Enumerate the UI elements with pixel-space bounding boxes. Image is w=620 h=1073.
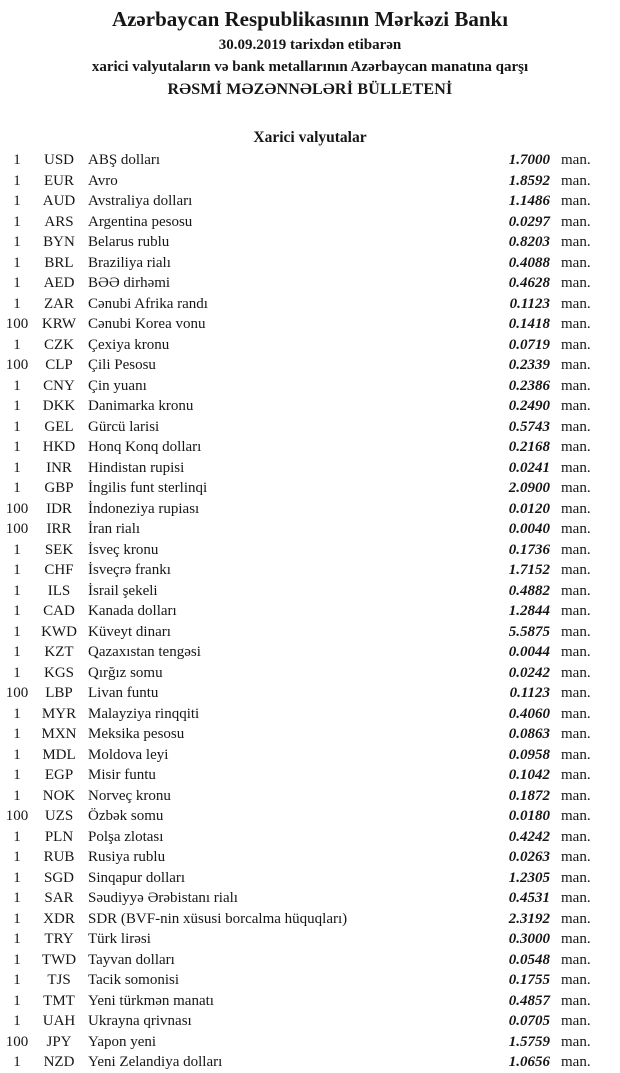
currency-rate: 1.7000 xyxy=(508,152,550,168)
currency-row xyxy=(0,171,620,192)
currency-unit: man. xyxy=(561,152,591,168)
currency-unit: man. xyxy=(561,480,591,496)
currency-rate: 0.4857 xyxy=(508,992,550,1009)
currency-quantity: 1 xyxy=(13,869,21,886)
currency-name: Çin yuanı xyxy=(88,377,147,394)
currency-rate: 1.2844 xyxy=(508,603,550,619)
currency-rate: 0.3000 xyxy=(508,931,550,947)
currency-name: Gürcü larisi xyxy=(88,418,160,435)
currency-table xyxy=(0,150,620,1073)
currency-code: UZS xyxy=(44,808,74,824)
bulletin-title: RƏSMİ MƏZƏNNƏLƏRİ BÜLLETENİ xyxy=(167,81,453,98)
currency-unit: man. xyxy=(561,500,591,517)
currency-unit: man. xyxy=(561,890,591,906)
currency-code: TRY xyxy=(44,931,74,947)
currency-code: TMT xyxy=(43,992,75,1009)
currency-code: TJS xyxy=(47,972,71,988)
currency-quantity: 1 xyxy=(13,890,21,906)
currency-code: EGP xyxy=(44,767,74,783)
currency-row xyxy=(0,704,620,725)
currency-rate: 0.5743 xyxy=(508,418,550,435)
currency-unit: man. xyxy=(561,644,591,660)
currency-quantity: 1 xyxy=(13,849,21,865)
currency-code: AUD xyxy=(42,193,76,209)
currency-rate: 1.2305 xyxy=(508,869,550,886)
currency-name: Səudiyyə Ərəbistanı rialı xyxy=(88,890,238,906)
currency-code: PLN xyxy=(44,828,74,845)
currency-name: Çili Pesosu xyxy=(88,357,156,373)
currency-row xyxy=(0,335,620,356)
currency-row xyxy=(0,806,620,827)
currency-code: LBP xyxy=(45,685,73,701)
currency-rate: 0.0863 xyxy=(508,726,550,742)
currency-row xyxy=(0,478,620,499)
currency-code: NZD xyxy=(43,1054,75,1070)
currency-unit: man. xyxy=(561,808,591,824)
currency-rate: 2.3192 xyxy=(508,910,550,927)
currency-row xyxy=(0,1052,620,1073)
currency-row xyxy=(0,253,620,274)
currency-quantity: 1 xyxy=(13,213,21,230)
currency-name: SDR (BVF-nin xüsusi borcalma hüquqları) xyxy=(88,910,348,927)
currency-rate: 0.0719 xyxy=(508,336,550,353)
currency-unit: man. xyxy=(561,398,591,414)
currency-name: İndoneziya rupiası xyxy=(88,500,200,517)
currency-code: CLP xyxy=(45,357,73,373)
currency-row xyxy=(0,970,620,991)
currency-name: Tacik somonisi xyxy=(88,972,180,988)
currency-unit: man. xyxy=(561,1013,591,1029)
currency-rate: 1.1486 xyxy=(508,193,550,209)
currency-code: GEL xyxy=(44,418,74,435)
currency-unit: man. xyxy=(561,418,591,435)
currency-name: Belarus rublu xyxy=(88,234,170,250)
currency-rate: 0.1042 xyxy=(508,767,550,783)
currency-name: Küveyt dinarı xyxy=(88,623,171,640)
currency-quantity: 1 xyxy=(13,726,21,742)
currency-quantity: 100 xyxy=(5,316,29,332)
currency-unit: man. xyxy=(561,234,591,250)
currency-unit: man. xyxy=(561,295,591,312)
currency-quantity: 1 xyxy=(13,1054,21,1070)
currency-name: Norveç kronu xyxy=(88,787,171,804)
currency-rate: 0.0040 xyxy=(508,521,550,537)
currency-name: İsrail şekeli xyxy=(88,582,158,599)
currency-quantity: 1 xyxy=(13,623,21,640)
currency-code: GBP xyxy=(44,480,74,496)
currency-rate: 0.4628 xyxy=(508,275,550,291)
currency-rate: 0.4242 xyxy=(508,828,550,845)
currency-rate: 1.7152 xyxy=(508,562,550,578)
currency-unit: man. xyxy=(561,459,591,476)
currency-quantity: 1 xyxy=(13,254,21,271)
currency-row xyxy=(0,499,620,520)
currency-quantity: 1 xyxy=(13,193,21,209)
currency-rate: 0.1418 xyxy=(508,316,550,332)
currency-rate: 0.4882 xyxy=(508,582,550,599)
currency-unit: man. xyxy=(561,603,591,619)
currency-row xyxy=(0,150,620,171)
currency-row xyxy=(0,417,620,438)
currency-unit: man. xyxy=(561,972,591,988)
currency-code: CHF xyxy=(44,562,74,578)
currency-unit: man. xyxy=(561,828,591,845)
currency-unit: man. xyxy=(561,849,591,865)
currency-quantity: 1 xyxy=(13,480,21,496)
currency-name: Avro xyxy=(88,172,118,189)
currency-unit: man. xyxy=(561,787,591,804)
currency-code: SEK xyxy=(44,541,74,558)
currency-rate: 0.1872 xyxy=(508,787,550,804)
currency-code: INR xyxy=(46,459,72,476)
currency-row xyxy=(0,601,620,622)
currency-rate: 1.8592 xyxy=(508,172,550,189)
currency-quantity: 1 xyxy=(13,172,21,189)
currency-quantity: 1 xyxy=(13,459,21,476)
currency-name: Cənubi Korea vonu xyxy=(88,316,206,332)
currency-rate: 0.4531 xyxy=(508,890,550,906)
currency-name: Braziliya rialı xyxy=(88,254,171,271)
currency-rate: 5.5875 xyxy=(508,623,550,640)
currency-rate: 0.4088 xyxy=(508,254,550,271)
currency-quantity: 1 xyxy=(13,787,21,804)
currency-unit: man. xyxy=(561,1033,591,1050)
currency-row xyxy=(0,581,620,602)
currency-name: Meksika pesosu xyxy=(88,726,185,742)
currency-rate: 0.0180 xyxy=(508,808,550,824)
currency-name: ABŞ dolları xyxy=(88,152,161,168)
currency-name: İran rialı xyxy=(88,521,141,537)
currency-row xyxy=(0,314,620,335)
currency-unit: man. xyxy=(561,685,591,701)
currency-code: KRW xyxy=(41,316,77,332)
currency-code: USD xyxy=(43,152,74,168)
currency-row xyxy=(0,950,620,971)
currency-rate: 0.2339 xyxy=(508,357,550,373)
currency-quantity: 1 xyxy=(13,336,21,353)
currency-code: UAH xyxy=(42,1013,76,1029)
currency-row xyxy=(0,991,620,1012)
currency-row xyxy=(0,355,620,376)
page-title: Azərbaycan Respublikasının Mərkəzi Bankı xyxy=(111,7,509,31)
currency-quantity: 1 xyxy=(13,992,21,1009)
currency-name: Polşa zlotası xyxy=(88,828,164,845)
currency-code: ZAR xyxy=(44,295,74,312)
currency-name: Çexiya kronu xyxy=(88,336,170,353)
currency-quantity: 1 xyxy=(13,664,21,681)
currency-row xyxy=(0,1032,620,1053)
currency-row xyxy=(0,232,620,253)
currency-row xyxy=(0,642,620,663)
currency-name: Honq Konq dolları xyxy=(88,439,202,455)
currency-rate: 0.4060 xyxy=(508,705,550,722)
currency-quantity: 1 xyxy=(13,1013,21,1029)
currency-unit: man. xyxy=(561,172,591,189)
currency-code: KZT xyxy=(44,644,74,660)
currency-code: ILS xyxy=(47,582,71,599)
currency-quantity: 100 xyxy=(5,521,29,537)
currency-quantity: 1 xyxy=(13,377,21,394)
currency-quantity: 1 xyxy=(13,398,21,414)
currency-row xyxy=(0,888,620,909)
currency-unit: man. xyxy=(561,193,591,209)
currency-row xyxy=(0,663,620,684)
currency-unit: man. xyxy=(561,254,591,271)
currency-code: NOK xyxy=(42,787,76,804)
currency-name: Argentina pesosu xyxy=(88,213,193,230)
currency-unit: man. xyxy=(561,562,591,578)
currency-rate: 0.0241 xyxy=(508,459,550,476)
currency-code: SGD xyxy=(43,869,74,886)
currency-code: ARS xyxy=(44,213,74,230)
currency-row xyxy=(0,540,620,561)
currency-quantity: 1 xyxy=(13,541,21,558)
currency-quantity: 100 xyxy=(5,500,29,517)
currency-quantity: 100 xyxy=(5,808,29,824)
currency-unit: man. xyxy=(561,664,591,681)
currency-quantity: 100 xyxy=(5,1033,29,1050)
currency-unit: man. xyxy=(561,1054,591,1070)
currency-quantity: 1 xyxy=(13,951,21,968)
currency-unit: man. xyxy=(561,377,591,394)
document-subtitle: xarici valyutaların və bank metallarının Azərbaycan manatına qarşı xyxy=(91,59,529,75)
currency-name: Qazaxıstan tengəsi xyxy=(88,644,201,660)
currency-row xyxy=(0,847,620,868)
currency-unit: man. xyxy=(561,275,591,291)
currency-code: AED xyxy=(43,275,75,291)
currency-name: Qırğız somu xyxy=(88,664,163,681)
currency-row xyxy=(0,519,620,540)
currency-rate: 0.0242 xyxy=(508,664,550,681)
currency-name: İsveçrə frankı xyxy=(88,562,171,578)
currency-quantity: 1 xyxy=(13,644,21,660)
currency-code: EUR xyxy=(44,172,74,189)
currency-unit: man. xyxy=(561,623,591,640)
currency-row xyxy=(0,1011,620,1032)
currency-name: Livan funtu xyxy=(88,685,159,701)
currency-quantity: 1 xyxy=(13,910,21,927)
currency-row xyxy=(0,745,620,766)
currency-rate: 0.0120 xyxy=(508,500,550,517)
currency-unit: man. xyxy=(561,213,591,230)
currency-quantity: 1 xyxy=(13,972,21,988)
currency-quantity: 1 xyxy=(13,439,21,455)
currency-row xyxy=(0,724,620,745)
currency-code: TWD xyxy=(41,951,77,968)
currency-code: BYN xyxy=(43,234,75,250)
currency-unit: man. xyxy=(561,705,591,722)
currency-code: RUB xyxy=(43,849,75,865)
currency-unit: man. xyxy=(561,992,591,1009)
currency-row xyxy=(0,868,620,889)
currency-row xyxy=(0,929,620,950)
currency-quantity: 1 xyxy=(13,562,21,578)
currency-rate: 0.2168 xyxy=(508,439,550,455)
effective-date: 30.09.2019 tarixdən etibarən xyxy=(218,37,402,53)
currency-unit: man. xyxy=(561,931,591,947)
currency-row xyxy=(0,909,620,930)
currency-code: MXN xyxy=(41,726,77,742)
currency-code: HKD xyxy=(42,439,76,455)
currency-name: Rusiya rublu xyxy=(88,849,166,865)
currency-quantity: 1 xyxy=(13,603,21,619)
currency-name: Türk lirəsi xyxy=(88,931,151,947)
currency-name: Kanada dolları xyxy=(88,603,177,619)
currency-code: XDR xyxy=(43,910,75,927)
currency-name: Sinqapur dolları xyxy=(88,869,186,886)
currency-rate: 0.0297 xyxy=(508,213,550,230)
currency-unit: man. xyxy=(561,869,591,886)
currency-code: IDR xyxy=(46,500,72,517)
currency-rate: 0.0044 xyxy=(508,644,550,660)
currency-quantity: 1 xyxy=(13,705,21,722)
currency-code: CZK xyxy=(44,336,74,353)
currency-quantity: 1 xyxy=(13,295,21,312)
currency-name: Avstraliya dolları xyxy=(88,193,193,209)
currency-row xyxy=(0,273,620,294)
currency-row xyxy=(0,396,620,417)
currency-quantity: 1 xyxy=(13,931,21,947)
currency-row xyxy=(0,376,620,397)
currency-code: JPY xyxy=(46,1033,72,1050)
currency-name: Moldova leyi xyxy=(88,746,169,763)
currency-rate: 0.1123 xyxy=(509,685,550,701)
section-heading-foreign-currencies: Xarici valyutalar xyxy=(253,129,367,146)
currency-row xyxy=(0,294,620,315)
currency-rate: 2.0900 xyxy=(508,480,550,496)
currency-row xyxy=(0,827,620,848)
currency-code: MYR xyxy=(41,705,77,722)
currency-name: İngilis funt sterlinqi xyxy=(88,480,208,496)
currency-rate: 0.1123 xyxy=(509,295,550,312)
currency-rate: 1.5759 xyxy=(508,1033,550,1050)
currency-code: SAR xyxy=(44,890,74,906)
currency-row xyxy=(0,622,620,643)
currency-name: Cənubi Afrika randı xyxy=(88,295,208,312)
currency-rate: 0.0705 xyxy=(508,1013,550,1029)
currency-quantity: 1 xyxy=(13,275,21,291)
currency-quantity: 100 xyxy=(5,357,29,373)
currency-unit: man. xyxy=(561,726,591,742)
currency-name: Yapon yeni xyxy=(88,1033,157,1050)
currency-name: Yeni Zelandiya dolları xyxy=(88,1054,223,1070)
currency-quantity: 1 xyxy=(13,767,21,783)
currency-rate: 0.0263 xyxy=(508,849,550,865)
currency-rate: 0.1755 xyxy=(508,972,550,988)
currency-rate: 0.0548 xyxy=(508,951,550,968)
currency-row xyxy=(0,560,620,581)
currency-row xyxy=(0,191,620,212)
currency-quantity: 1 xyxy=(13,152,21,168)
currency-name: Hindistan rupisi xyxy=(88,459,185,476)
currency-code: DKK xyxy=(42,398,76,414)
currency-unit: man. xyxy=(561,767,591,783)
currency-code: KGS xyxy=(43,664,74,681)
currency-rate: 0.2490 xyxy=(508,398,550,414)
currency-row xyxy=(0,786,620,807)
currency-name: Ukrayna qrivnası xyxy=(88,1013,192,1029)
currency-quantity: 100 xyxy=(5,685,29,701)
currency-rate: 0.0958 xyxy=(508,746,550,763)
currency-row xyxy=(0,683,620,704)
currency-unit: man. xyxy=(561,746,591,763)
currency-row xyxy=(0,212,620,233)
currency-unit: man. xyxy=(561,951,591,968)
currency-unit: man. xyxy=(561,336,591,353)
currency-code: MDL xyxy=(42,746,76,763)
currency-quantity: 1 xyxy=(13,582,21,599)
currency-name: BƏƏ dirhəmi xyxy=(88,275,171,291)
currency-unit: man. xyxy=(561,541,591,558)
currency-name: İsveç kronu xyxy=(88,541,159,558)
currency-row xyxy=(0,458,620,479)
currency-unit: man. xyxy=(561,357,591,373)
currency-quantity: 1 xyxy=(13,828,21,845)
currency-name: Tayvan dolları xyxy=(88,951,175,968)
currency-code: KWD xyxy=(41,623,77,640)
currency-quantity: 1 xyxy=(13,418,21,435)
currency-code: IRR xyxy=(46,521,72,537)
currency-code: CNY xyxy=(43,377,75,394)
currency-name: Özbək somu xyxy=(88,808,164,824)
currency-rate: 0.2386 xyxy=(508,377,550,394)
currency-rate: 0.1736 xyxy=(508,541,550,558)
currency-quantity: 1 xyxy=(13,746,21,763)
currency-name: Malayziya rinqqiti xyxy=(88,705,200,722)
currency-name: Danimarka kronu xyxy=(88,398,194,414)
currency-row xyxy=(0,765,620,786)
currency-unit: man. xyxy=(561,910,591,927)
currency-name: Misir funtu xyxy=(88,767,156,783)
currency-quantity: 1 xyxy=(13,234,21,250)
currency-code: CAD xyxy=(43,603,75,619)
currency-rate: 1.0656 xyxy=(508,1054,550,1070)
currency-row xyxy=(0,437,620,458)
currency-name: Yeni türkmən manatı xyxy=(88,992,214,1009)
currency-unit: man. xyxy=(561,439,591,455)
currency-code: BRL xyxy=(44,254,74,271)
currency-unit: man. xyxy=(561,582,591,599)
currency-unit: man. xyxy=(561,316,591,332)
currency-rate: 0.8203 xyxy=(508,234,550,250)
currency-unit: man. xyxy=(561,521,591,537)
